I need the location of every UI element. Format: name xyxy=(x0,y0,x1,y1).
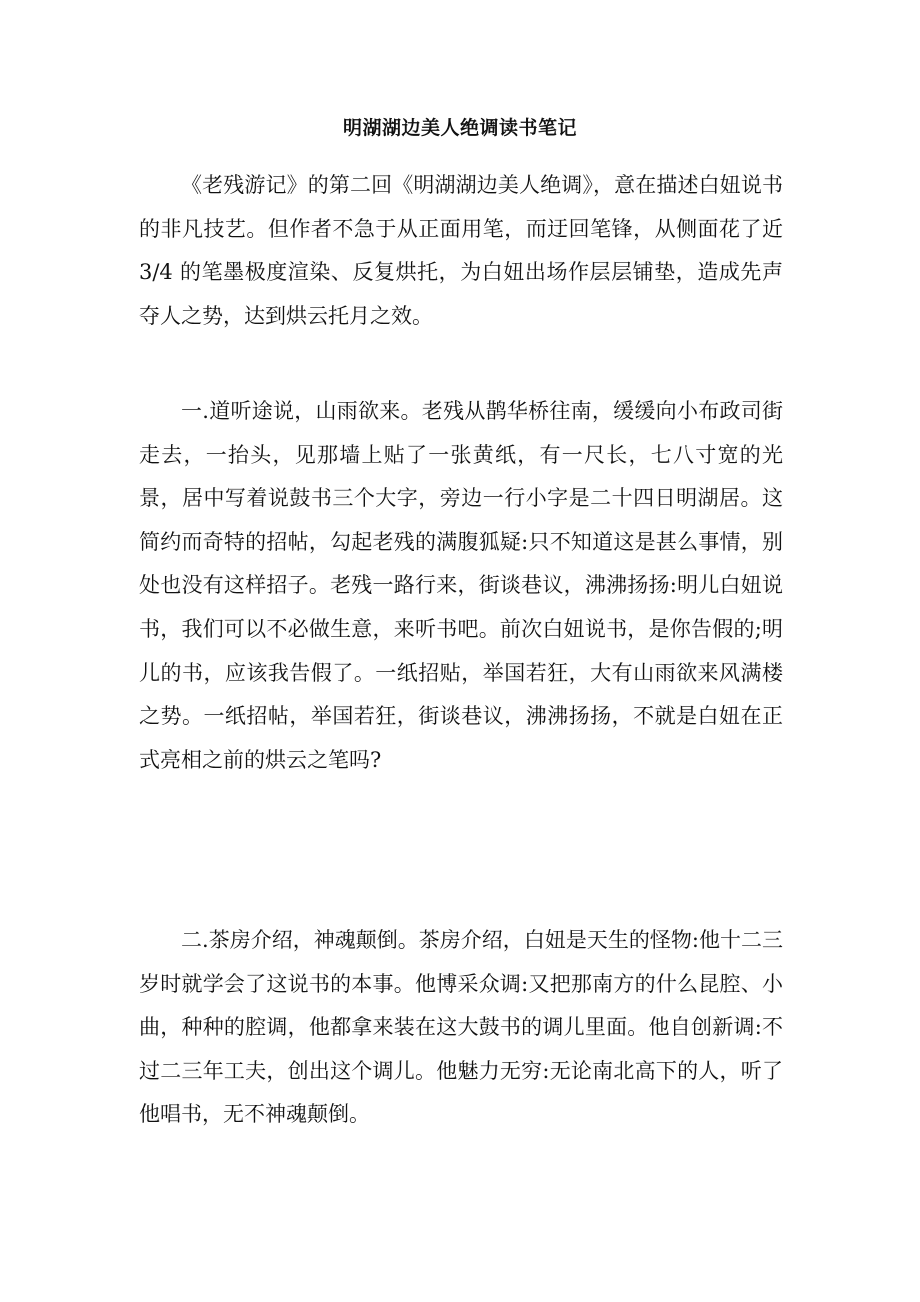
document-title: 明湖湖边美人绝调读书笔记 xyxy=(342,117,577,139)
paragraph-section-one: 一.道听途说，山雨欲来。老残从鹊华桥往南，缓缓向小布政司街走去，一抬头，见那墙上贴了一张黄纸，有一尺长，七八寸宽的光景，居中写着说鼓书三个大字，旁边一行小字是二十四日明湖居。这简约而奇特的招帖，勾起老残的满腹狐疑:只不知道这是甚么事情，别处也没有这样招子。老残一路行来，街谈巷议，沸沸扬扬:明儿白妞说书，我们可以不必做生意，来听书吧。前次白妞说书，是你告假的;明儿的书，应该我告假了。一纸招贴，举国若狂，大有山雨欲来风满楼之势。一纸招帖，举国若狂，街谈巷议，沸沸扬扬，不就是白妞在正式亮相之前的烘云之笔吗? xyxy=(139,399,783,772)
paragraph-intro: 《老残游记》的第二回《明湖湖边美人绝调》，意在描述白妞说书的非凡技艺。但作者不急于从正面用笔，而迂回笔锋，从侧面花了近 3/4 的笔墨极度渲染、反复烘托，为白妞出场作层层铺垫，造成先声夺人之势，达到烘云托月之效。 xyxy=(139,173,783,328)
paragraph-section-two: 二.茶房介绍，神魂颠倒。茶房介绍，白妞是天生的怪物:他十二三岁时就学会了这说书的本事。他博采众调:又把那南方的什么昆腔、小曲，种种的腔调，他都拿来装在这大鼓书的调儿里面。他自创新调:不过二三年工夫，创出这个调儿。他魅力无穷:无论南北高下的人，听了他唱书，无不神魂颠倒。 xyxy=(139,928,783,1127)
